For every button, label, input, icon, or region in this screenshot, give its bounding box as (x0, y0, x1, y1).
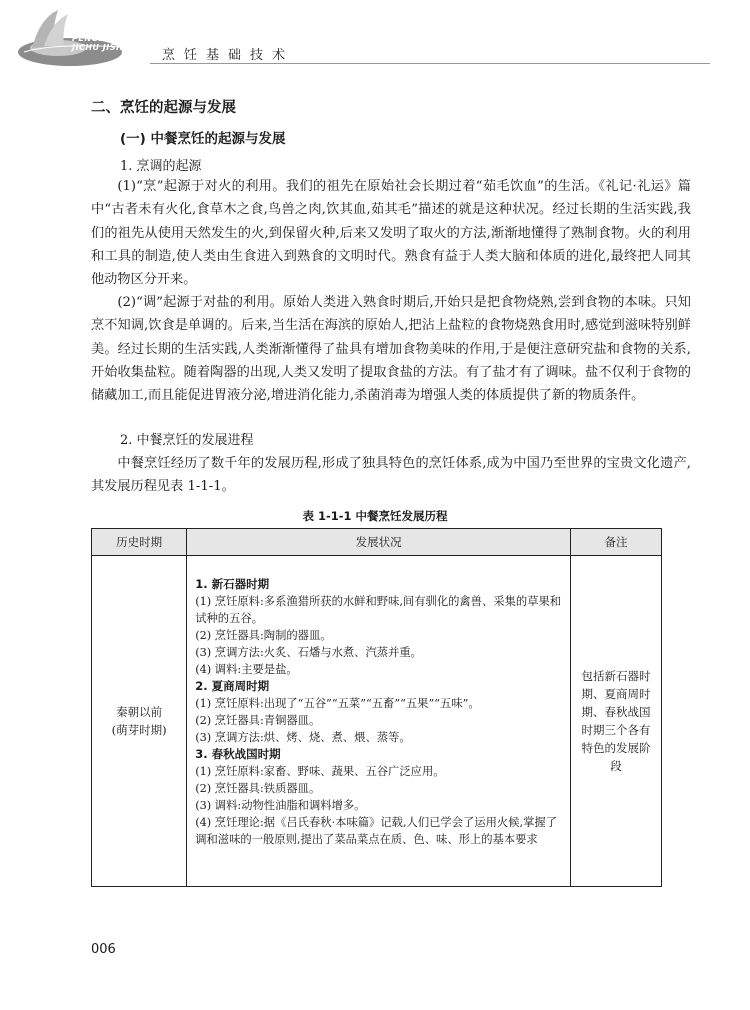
item-title-development: 2. 中餐烹饪的发展进程 (120, 433, 254, 448)
table-caption: 表 1-1-1 中餐烹饪发展历程 (302, 509, 448, 523)
stage-title: 2. 夏商周时期 (195, 679, 270, 693)
section-title: 二、烹饪的起源与发展 (91, 100, 236, 116)
note-cell: 包括新石器时期、夏商周时期、春秋战国时期三个各有特色的发展阶段 (570, 556, 661, 887)
stage-line: (1) 烹饪原料:出现了“五谷”“五菜”“五畜”“五果”“五味”。 (195, 697, 480, 710)
stage-line: (1) 烹饪原料:多系渔猎所获的水鲜和野味,间有驯化的禽兽、采集的草果和试种的五谷。 (195, 595, 562, 625)
paragraph-fire: (1)“烹”起源于对火的利用。我们的祖先在原始社会长期过着“茹毛饮血”的生活。《礼记·礼运》篇中“古者未有火化,食草木之食,鸟兽之肉,饮其血,茹其毛”描述的就是这种状况。经过长期的生活实践,我们的祖先从使用天然发生的火,到保留火种,后来又发明了取火的方法,渐渐地懂得了熟制食物。火的利用和工具的制造,使人类由生食进入到熟食的文明时代。熟食有益于人类大脑和体质的进化,最终把人同其他动物区分开来。 (91, 179, 691, 288)
header-period: 历史时期 (92, 529, 187, 556)
logo-text: PENGREN JICHU JISHU (72, 34, 131, 52)
header-divider (150, 63, 710, 64)
history-table (91, 528, 662, 887)
header-note: 备注 (570, 529, 661, 556)
stage-line: (1) 烹饪原料:家畜、野味、蔬果、五谷广泛应用。 (195, 765, 445, 778)
stage-line: (2) 烹饪器具:铁质器皿。 (195, 782, 321, 795)
table-header-row (92, 529, 662, 556)
item-title-origin: 1. 烹调的起源 (120, 159, 202, 174)
paragraph-salt: (2)“调”起源于对盐的利用。原始人类进入熟食时期后,开始只是把食物烧熟,尝到食物的本味。只知烹不知调,饮食是单调的。后来,当生活在海滨的原始人,把沾上盐粒的食物烧熟食用时,感觉到滋味特别鲜美。经过长期的生活实践,人类渐渐懂得了盐具有增加食物美味的作用,于是便注意研究盐和食物的关系,开始收集盐粒。随着陶器的出现,人类又发明了提取食盐的方法。有了盐才有了调味。盐不仅利于食物的储藏加工,而且能促进胃液分泌,增进消化能力,杀菌消毒为增强人类的体质提供了新的物质条件。 (91, 295, 691, 404)
stage-title: 3. 春秋战国时期 (195, 747, 281, 761)
subsection-title: (一) 中餐烹饪的起源与发展 (120, 131, 286, 147)
stage-line: (4) 烹饪理论:据《吕氏春秋·本味篇》记载,人们已学会了运用火候,掌握了调和滋味的一般原则,提出了菜品菜点在质、色、味、形上的基本要求 (195, 816, 557, 846)
period-cell: 秦朝以前 (萌芽时期) (92, 556, 187, 887)
book-title: 烹饪基础技术 (162, 48, 295, 63)
stage-line: (4) 调料:主要是盐。 (195, 663, 298, 676)
page-number: 006 (91, 942, 116, 957)
header-status: 发展状况 (187, 529, 571, 556)
stage-line: (3) 烹调方法:火炙、石燔与水煮、汽蒸并重。 (195, 646, 422, 659)
stage-line: (2) 烹饪器具:青铜器皿。 (195, 714, 321, 727)
stage-line: (3) 调料:动物性油脂和调料增多。 (195, 799, 366, 812)
page-header (0, 0, 750, 70)
stage-line: (3) 烹调方法:烘、烤、烧、煮、煨、蒸等。 (195, 731, 411, 744)
status-cell (187, 556, 571, 887)
table-row (92, 556, 662, 887)
paragraph-development: 中餐烹饪经历了数千年的发展历程,形成了独具特色的烹饪体系,成为中国乃至世界的宝贵文化遗产,其发展历程见表 1-1-1。 (91, 456, 691, 495)
stage-title: 1. 新石器时期 (195, 577, 270, 591)
stage-line: (2) 烹饪器具:陶制的器皿。 (195, 629, 332, 642)
